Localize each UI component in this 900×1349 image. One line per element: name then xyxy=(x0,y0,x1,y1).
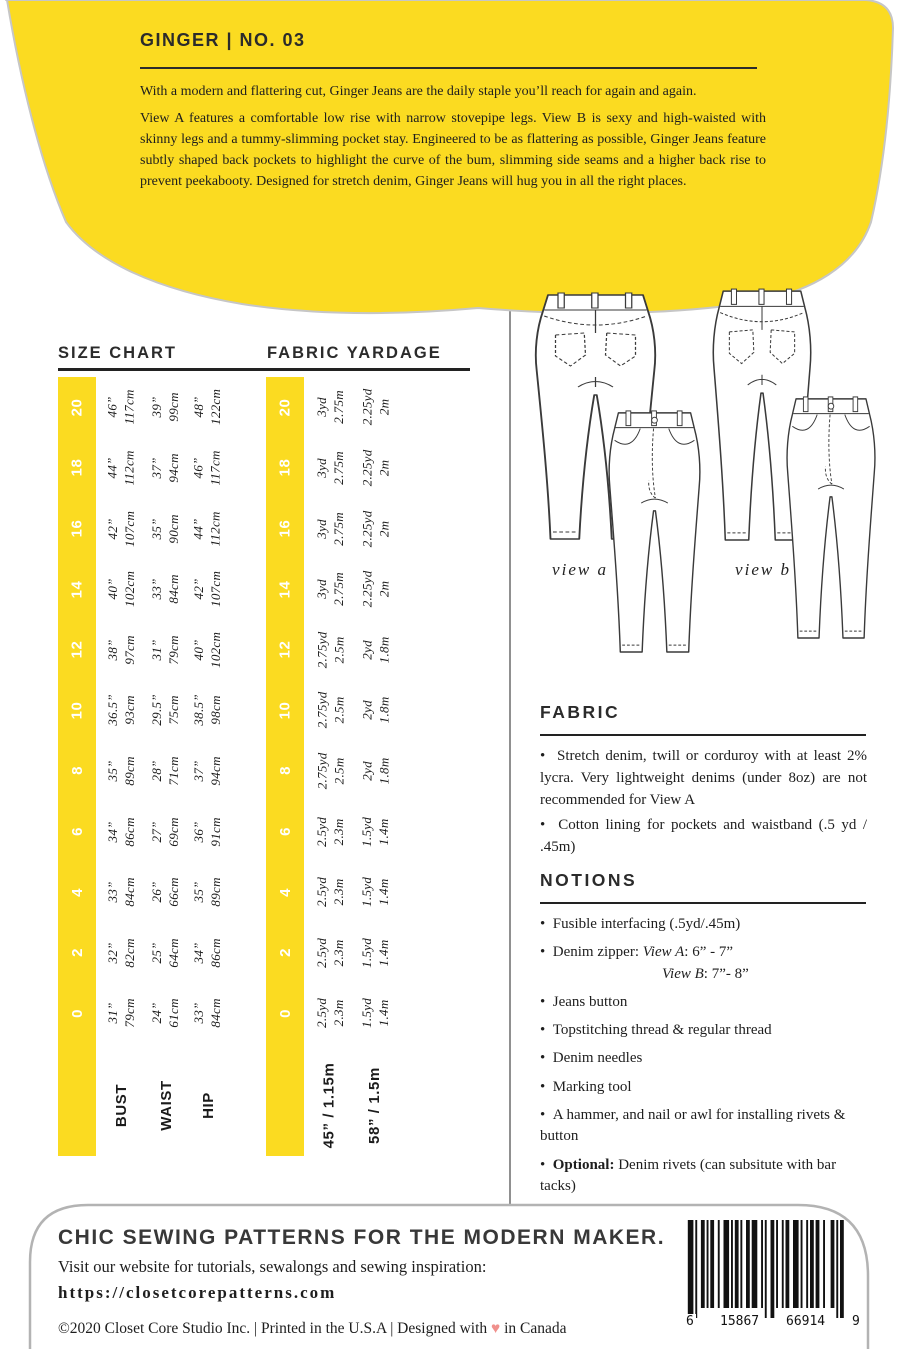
size-chart-hip-20: 48” 122cm xyxy=(191,389,223,426)
size-chart-waist-4: 26” 66cm xyxy=(149,877,181,907)
pattern-title: GINGER | NO. 03 xyxy=(140,30,306,50)
yardage-45in-4: 2.5yd 2.3m xyxy=(314,877,346,908)
size-chart-hip-6: 36” 91cm xyxy=(191,816,223,847)
size-chart-bust-4: 33” 84cm xyxy=(105,877,137,907)
size-chart-waist-10: 29.5” 75cm xyxy=(149,694,181,727)
yardage-size-8: 8 xyxy=(276,766,294,776)
yardage-58in-4: 1.5yd 1.4m xyxy=(359,877,391,908)
yardage-58in-16: 2.25yd 2m xyxy=(359,510,391,547)
yardage-58in-18: 2.25yd 2m xyxy=(359,449,391,487)
fabric-bullet-2: • Cotton lining for pockets and waistband (.5 yd / .45m) xyxy=(540,815,867,859)
yardage-45in-6: 2.5yd 2.3m xyxy=(314,816,346,847)
yardage-size-2: 2 xyxy=(276,948,294,958)
size-chart-hip-18: 46” 117cm xyxy=(191,450,223,486)
size-chart-hip-8: 37” 94cm xyxy=(191,756,223,786)
notion-item-2: • Denim zipper: View A: 6” - 7” View B: 7”- 8” xyxy=(540,942,870,985)
size-chart-bust-16: 42” 107cm xyxy=(105,510,137,547)
notion-item-1: • Fusible interfacing (.5yd/.45m) xyxy=(540,914,870,935)
size-chart-hip-12: 40” 102cm xyxy=(191,631,223,668)
yardage-size-20: 20 xyxy=(276,398,294,417)
size-chart-size-6: 6 xyxy=(68,827,86,836)
size-chart-hip-16: 44” 112cm xyxy=(191,510,223,547)
yardage-45in-0: 2.5yd 2.3m xyxy=(314,998,346,1029)
made-in-text: in Canada xyxy=(500,1320,567,1337)
size-chart-col-hip: HIP xyxy=(199,1091,217,1119)
copyright-line xyxy=(58,1320,567,1338)
notion-item-4: • Topstitching thread & regular thread xyxy=(540,1020,870,1041)
yardage-45in-10: 2.75yd 2.5m xyxy=(314,691,346,729)
size-chart-hip-10: 38.5” 98cm xyxy=(191,694,223,727)
brand-tagline: CHIC SEWING PATTERNS FOR THE MODERN MAKER. xyxy=(58,1226,666,1249)
yardage-size-4: 4 xyxy=(276,887,294,897)
barcode xyxy=(684,1218,870,1336)
yardage-size-12: 12 xyxy=(276,640,294,659)
barcode-digit-group: 15867 xyxy=(720,1314,760,1329)
size-chart-size-16: 16 xyxy=(68,519,86,538)
notions-heading: NOTIONS xyxy=(540,870,638,890)
fabric-list xyxy=(540,746,867,863)
size-chart-size-20: 20 xyxy=(68,398,86,417)
yardage-58in-2: 1.5yd 1.4m xyxy=(359,937,391,968)
view-b-label: view b xyxy=(735,560,791,579)
size-chart-size-0: 0 xyxy=(68,1008,86,1018)
size-chart-hip-14: 42” 107cm xyxy=(191,571,223,608)
view-a-front-drawing xyxy=(609,411,700,652)
yardage-size-10: 10 xyxy=(276,701,294,720)
website-invite-text: Visit our website for tutorials, sewalongs and sewing inspiration: xyxy=(58,1257,487,1276)
yardage-45in-20: 3yd 2.75m xyxy=(314,390,346,425)
notion-item-3: • Jeans button xyxy=(540,992,870,1013)
size-chart-heading: SIZE CHART xyxy=(58,344,177,362)
notion-item-2-subline: View B: 7”- 8” xyxy=(662,965,749,982)
size-chart-col-bust: BUST xyxy=(113,1083,131,1127)
notions-list xyxy=(540,914,870,1204)
size-chart-size-12: 12 xyxy=(68,640,86,659)
size-chart-hip-0: 33” 84cm xyxy=(191,998,223,1028)
yardage-58in-14: 2.25yd 2m xyxy=(359,570,391,608)
fabric-bullet-1: • Stretch denim, twill or corduroy with at least 2% lycra. Very lightweight denims (under 8oz) are not recommended for View A xyxy=(540,746,867,811)
view-a-label: view a xyxy=(552,560,608,579)
yardage-45in-12: 2.75yd 2.5m xyxy=(314,631,346,669)
yardage-size-16: 16 xyxy=(276,519,294,538)
yardage-58in-8: 2yd 1.8m xyxy=(359,757,391,785)
yardage-col-58in: 58” / 1.5m xyxy=(365,1066,383,1144)
size-chart-hip-4: 35” 89cm xyxy=(191,877,223,907)
yardage-45in-8: 2.75yd 2.5m xyxy=(314,752,346,790)
yardage-58in-10: 2yd 1.8m xyxy=(359,696,391,724)
size-chart-waist-8: 28” 71cm xyxy=(149,756,181,786)
yardage-col-45in: 45” / 1.15m xyxy=(320,1062,338,1148)
notion-item-7: • A hammer, and nail or awl for installing rivets & button xyxy=(540,1105,870,1148)
size-chart-bust-8: 35” 89cm xyxy=(105,756,137,786)
notion-item-5: • Denim needles xyxy=(540,1048,870,1069)
yardage-58in-20: 2.25yd 2m xyxy=(359,388,391,426)
size-chart-waist-2: 25” 64cm xyxy=(149,938,181,968)
pattern-description: View A features a comfortable low rise with narrow stovepipe legs. View B is sexy and high-waisted with skinny legs and a tummy-slimming pocket stay. Engineered to be as flattering as possible, Ginger Jeans feature subtly shaped back pockets to highlight the curve of the bum, slimming side seams and a higher back rise to prevent peekabooty. Designed for stretch denim, Ginger Jeans will hug you in all the right places. xyxy=(140,111,766,189)
heart-icon: ♥ xyxy=(491,1320,501,1337)
size-chart-bust-18: 44” 112cm xyxy=(105,450,137,486)
view-b-front-drawing xyxy=(787,397,875,638)
yardage-45in-2: 2.5yd 2.3m xyxy=(314,937,346,968)
fabric-yardage-heading: FABRIC YARDAGE xyxy=(267,344,442,362)
pattern-intro: With a modern and flattering cut, Ginger Jeans are the daily staple you’ll reach for again and again. xyxy=(140,84,697,99)
yardage-45in-14: 3yd 2.75m xyxy=(314,572,346,606)
yardage-58in-6: 1.5yd 1.4m xyxy=(359,816,391,847)
yardage-size-6: 6 xyxy=(276,827,294,836)
notions-rule xyxy=(540,902,866,904)
yardage-size-18: 18 xyxy=(276,459,294,477)
size-chart-waist-6: 27” 69cm xyxy=(149,816,181,847)
size-chart-size-18: 18 xyxy=(68,459,86,477)
barcode-digit-group: 6 xyxy=(686,1314,694,1329)
size-chart-size-4: 4 xyxy=(68,887,86,897)
size-chart-bust-12: 38” 97cm xyxy=(105,635,137,665)
size-chart-hip-2: 34” 86cm xyxy=(191,938,223,968)
fabric-rule xyxy=(540,734,866,736)
fabric-heading: FABRIC xyxy=(540,702,621,722)
yardage-58in-0: 1.5yd 1.4m xyxy=(359,998,391,1029)
barcode-digit-group: 66914 xyxy=(786,1314,826,1329)
size-chart-bust-2: 32” 82cm xyxy=(105,938,137,968)
size-chart-size-14: 14 xyxy=(68,580,86,598)
yardage-45in-16: 3yd 2.75m xyxy=(314,511,346,546)
notion-item-6: • Marking tool xyxy=(540,1077,870,1098)
size-chart-size-2: 2 xyxy=(68,948,86,958)
size-chart-waist-14: 33” 84cm xyxy=(149,574,181,604)
size-chart-waist-18: 37” 94cm xyxy=(149,453,181,483)
barcode-bars xyxy=(684,1218,870,1320)
size-chart-bust-20: 46” 117cm xyxy=(105,389,137,425)
size-chart-waist-12: 31” 79cm xyxy=(149,635,181,665)
notion-item-8: • Optional: Denim rivets (can subsitute with bar tacks) xyxy=(540,1155,870,1198)
size-chart-bust-0: 31” 79cm xyxy=(105,998,137,1028)
jeans-technical-drawings xyxy=(515,283,895,683)
size-chart-waist-16: 35” 90cm xyxy=(149,513,181,544)
size-chart-bust-6: 34” 86cm xyxy=(105,816,137,847)
size-chart-bust-14: 40” 102cm xyxy=(105,571,137,608)
size-chart-waist-20: 39” 99cm xyxy=(149,392,181,422)
yardage-58in-12: 2yd 1.8m xyxy=(359,636,391,664)
size-chart-col-waist: WAIST xyxy=(157,1079,175,1131)
size-chart-bust-10: 36.5” 93cm xyxy=(105,694,137,727)
barcode-digit-group: 9 xyxy=(852,1314,860,1329)
size-chart-size-10: 10 xyxy=(68,701,86,720)
copyright-text: ©2020 Closet Core Studio Inc. | Printed in the U.S.A | Designed with xyxy=(58,1320,492,1337)
website-url: https://closetcorepatterns.com xyxy=(58,1283,337,1302)
size-chart-size-8: 8 xyxy=(68,766,86,776)
yardage-size-14: 14 xyxy=(276,580,294,598)
size-chart-waist-0: 24” 61cm xyxy=(149,998,181,1028)
yardage-45in-18: 3yd 2.75m xyxy=(314,451,346,485)
yardage-size-0: 0 xyxy=(276,1008,294,1018)
